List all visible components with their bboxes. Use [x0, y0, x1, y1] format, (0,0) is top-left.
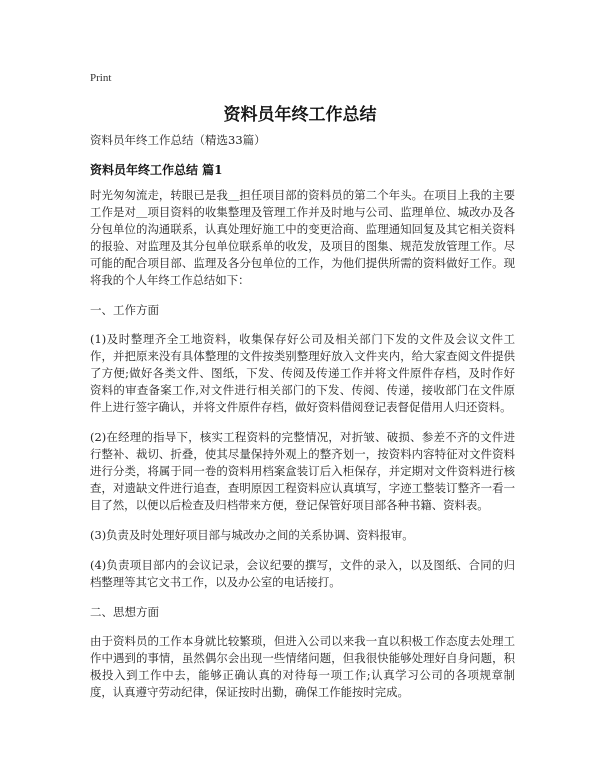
- intro-paragraph: 时光匆匆流走，转眼已是我＿担任项目部的资料员的第二个年头。在项目上我的主要工作是对＿项目资料的收集整理及管理工作并及时地与公司、监理单位、城改办及各分包单位的沟通联系，认真处理好施工中的变更洽商、监理通知回复及其它相关资料的报验、对监理及其分包单位联系单的收发，及项目的图集、规范发放管理工作。尽可能的配合项目部、监理及各分包单位的工作，为他们提供所需的资料做好工作。现将我的个人年终工作总结如下：: [90, 188, 515, 287]
- work-heading: 一、工作方面: [90, 303, 159, 317]
- section-heading: 资料员年终工作总结 篇1: [90, 163, 223, 177]
- work-item-3: (3)负责及时处理好项目部与城改办之间的关系协调、资料报审。: [90, 528, 414, 542]
- page-title: 资料员年终工作总结: [223, 105, 377, 125]
- thought-paragraph: 由于资料员的工作本身就比较繁琐，但进入公司以来我一直以积极工作态度去处理工作中遇到的事情，虽然偶尔会出现一些情绪问题，但我很快能够处理好自身问题，积极投入到工作中去，能够正确认真的对待每一项工作;认真学习公司的各项规章制度，认真遵守劳动纪律，保证按时出勤，确保工作能按时完成。: [90, 634, 515, 699]
- print-label: Print: [90, 72, 112, 84]
- document-subtitle: 资料员年终工作总结（精选33篇）: [90, 133, 266, 147]
- work-item-2: (2)在经理的指导下，核实工程资料的完整情况，对折皱、破损、参差不齐的文件进行整补、裁切、折叠，使其尽量保持外观上的整齐划一，按资料内容特征对文件资料进行分类，将属于同一卷的资料用档案盒装订后入柜保存，并定期对文件资料进行核查，对遗缺文件进行追查，查明原因工程资料应认真填写，字迹工整装订整齐一看一目了然，以便以后检查及归档带来方便，登记保管好项目部各种书籍、资料表。: [90, 430, 515, 512]
- work-item-1: (1)及时整理齐全工地资料，收集保存好公司及相关部门下发的文件及会议文件工作，并把原来没有具体整理的文件按类别整理好放入文件夹内，给大家查阅文件提供了方便;做好各类文件、图纸，下发、传阅及传递工作并将文件原件存档，及时作好资料的审查备案工作,对文件进行相关部门的下发、传阅、传递，接收部门在文件原件上进行签字确认，并将文件原件存档，做好资料借阅登记表督促借用人归还资料。: [90, 332, 515, 414]
- thought-heading: 二、思想方面: [90, 605, 159, 619]
- document-body: [90, 132, 515, 714]
- work-item-4: (4)负责项目部内的会议记录，会议纪要的撰写，文件的录入，以及图纸、合同的归档整理等其它文书工作，以及办公室的电话接打。: [90, 558, 515, 589]
